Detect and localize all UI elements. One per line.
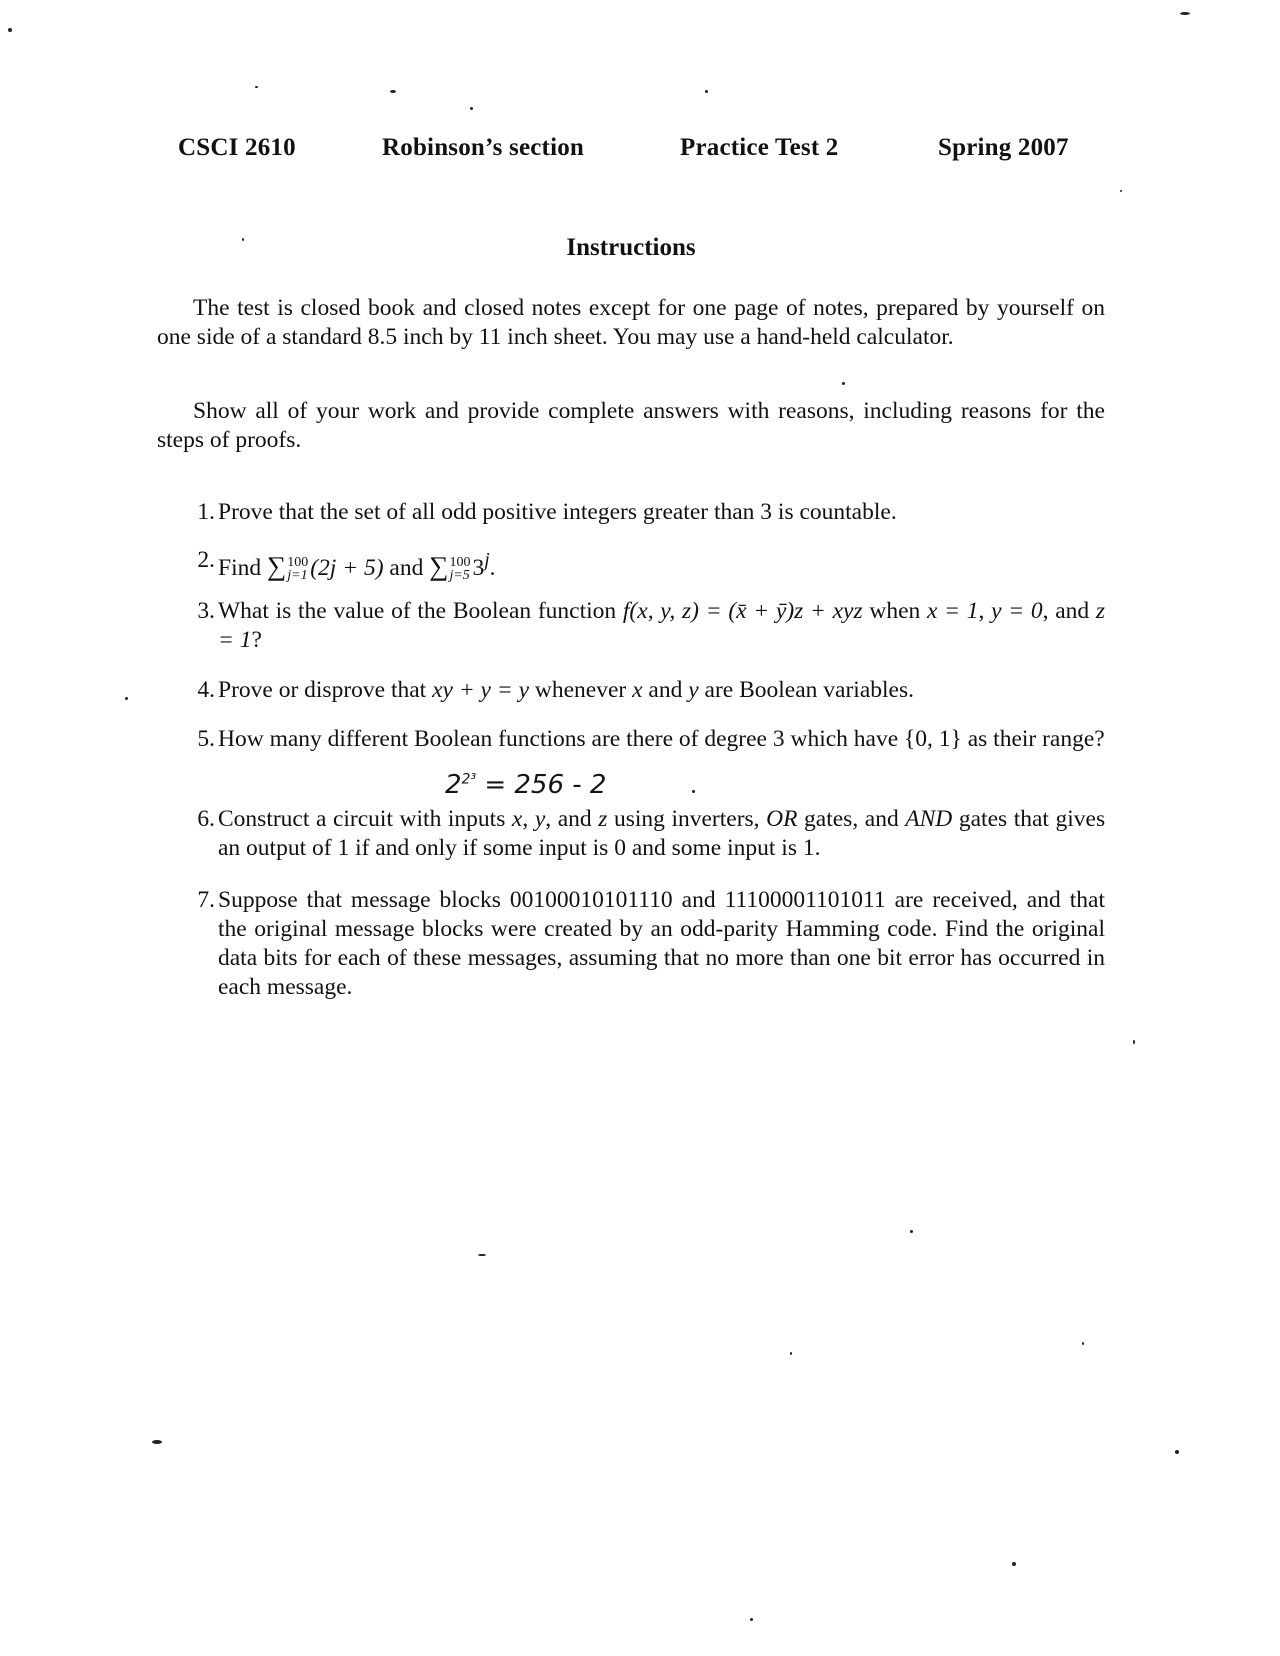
q6-lead: Construct a circuit with inputs [218, 806, 506, 832]
sigma-symbol: ∑ [429, 550, 449, 581]
scan-speck [152, 1440, 162, 1444]
scan-speck [470, 107, 473, 110]
question-1 [185, 498, 1105, 527]
scan-speck [910, 1230, 913, 1233]
scan-speck [125, 697, 128, 700]
scan-speck [1133, 1040, 1135, 1044]
instructions-paragraph-2: Show all of your work and provide complete answers with reasons, including reasons for the steps of proofs. [157, 398, 1105, 453]
sum1-term: (2j + 5) [310, 554, 384, 581]
handwritten-result: = 256 - 2 [476, 770, 607, 800]
handwritten-base: 2 [445, 770, 462, 800]
scan-speck [1012, 1562, 1016, 1566]
scan-speck [478, 1254, 486, 1256]
question-mark: ? [251, 627, 262, 653]
whenever-word: whenever [534, 677, 627, 703]
period: . [489, 554, 496, 581]
question-2 [185, 546, 1105, 583]
instructions-heading: Instructions [566, 234, 696, 261]
scan-speck [1180, 12, 1190, 15]
question-4 [185, 676, 1105, 705]
course-code: CSCI 2610 [178, 134, 296, 161]
question-text [218, 546, 1105, 583]
scan-speck [842, 382, 845, 385]
input-z: z [598, 806, 608, 832]
question-text: Construct a circuit with inputs x, y, and z using inverters, OR gates, and AND gates that gives an output of 1 if and only if some input is 0 and some input is 1. [218, 806, 1106, 861]
condition-x: x = 1 [926, 598, 979, 624]
and-gate-label: AND [905, 806, 953, 832]
scan-speck [705, 90, 708, 93]
input-x: x [511, 806, 523, 832]
scan-speck [1175, 1450, 1179, 1454]
q4-lead: Prove or disprove that [218, 677, 427, 703]
boolean-expression: xy + y = y [432, 677, 530, 703]
and-word: and [389, 554, 424, 581]
scan-speck [750, 1618, 753, 1621]
sum2-exponent: j [484, 550, 490, 571]
test-title: Practice Test 2 [680, 134, 839, 161]
question-text: Suppose that message blocks 00100010101110 and 11100001101011 are received, and that the original message blocks were created by an odd-parity Hamming code. Find the original data bits for each of these messages, assuming that no more than one bit error has occurred in each message. [218, 887, 1105, 1000]
question-number: 4. [197, 677, 215, 703]
scan-speck [692, 790, 695, 793]
scan-speck [790, 1352, 792, 1355]
question-number: 2. [197, 547, 215, 573]
and-word: and [557, 806, 592, 832]
question-number: 5. [197, 726, 215, 752]
handwritten-exponent: 2³ [461, 771, 477, 788]
question-3 [185, 597, 1105, 655]
question-text: What is the value of the Boolean function f(x, y, z) = (x̄ + ȳ)z + xyz when x = 1, y = 0, and z = 1? [218, 598, 1106, 653]
question-text [218, 676, 1105, 705]
question-number: 3. [197, 598, 215, 624]
question-text: Prove that the set of all odd positive integers greater than 3 is countable. [218, 499, 897, 525]
handwritten-answer [445, 770, 606, 800]
section-name: Robinson’s section [382, 134, 585, 161]
sigma-symbol: ∑ [266, 550, 287, 581]
find-word: Find [218, 554, 262, 581]
sum-limits-2 [449, 556, 470, 582]
scan-speck [1120, 190, 1122, 192]
question-7 [185, 886, 1105, 1002]
q6-mid2: gates, and [804, 806, 899, 832]
condition-y: y = 0 [991, 598, 1043, 624]
question-text: How many different Boolean functions are there of degree 3 which have {0, 1} as their range? [218, 726, 1105, 752]
or-gate-label: OR [766, 806, 798, 832]
q4-tail: are Boolean variables. [704, 677, 914, 703]
q3-lead: What is the value of the Boolean function [218, 598, 617, 624]
term: Spring 2007 [938, 134, 1069, 161]
input-y: y [534, 806, 546, 832]
sum2-term: 3 [472, 554, 485, 581]
question-number: 7. [197, 887, 215, 913]
question-number: 1. [197, 499, 215, 525]
sum1-upper: 100 [287, 555, 309, 571]
condition-z: z = 1 [218, 598, 1106, 653]
scan-speck [8, 28, 12, 32]
sum2-upper: 100 [449, 555, 471, 571]
question-5 [185, 725, 1105, 754]
q6-tail: gates that gives an output of 1 if and only if some input is 0 and some input is 1. [218, 806, 1106, 861]
sum1-lower: j=1 [287, 568, 308, 584]
var-y: y [688, 677, 699, 703]
var-x: x [632, 677, 643, 703]
question-number: 6. [197, 806, 215, 832]
and-word: and [648, 677, 683, 703]
q6-mid: using inverters, [613, 806, 760, 832]
sum-limits-1 [287, 556, 308, 582]
instructions-paragraph-1: The test is closed book and closed notes except for one page of notes, prepared by yourself on one side of a standard 8.5 inch by 11 inch sheet. You may use a hand-held calculator. [157, 295, 1105, 350]
scan-speck [390, 90, 396, 93]
and-word: and [1055, 598, 1090, 624]
scan-speck [255, 86, 258, 88]
scan-speck [1082, 1342, 1084, 1345]
scan-speck [242, 238, 244, 241]
when-word: when [869, 598, 921, 624]
question-6 [185, 805, 1105, 863]
boolean-function: f(x, y, z) = (x̄ + ȳ)z + xyz [622, 598, 863, 624]
sum2-lower: j=5 [449, 568, 470, 584]
